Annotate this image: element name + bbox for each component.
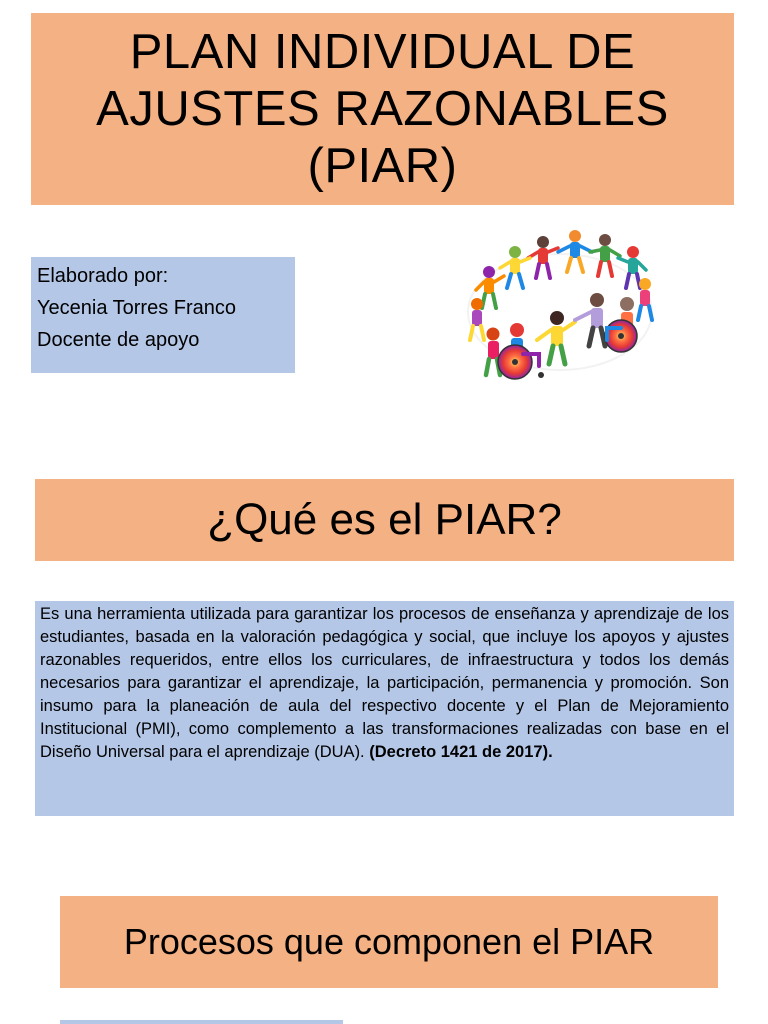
question-banner bbox=[35, 479, 734, 561]
title-line-1: PLAN INDIVIDUAL DE bbox=[129, 24, 636, 79]
author-label: Elaborado por: bbox=[37, 265, 169, 287]
author-name: Yecenia Torres Franco bbox=[37, 297, 237, 319]
title-line-3: (PIAR) bbox=[307, 138, 458, 193]
child-figure bbox=[537, 311, 575, 364]
wheelchair-child-figure bbox=[605, 297, 637, 352]
child-figure bbox=[558, 230, 592, 272]
definition-card bbox=[35, 601, 734, 816]
processes-banner bbox=[60, 896, 718, 988]
child-figure bbox=[528, 236, 558, 278]
child-figure bbox=[575, 293, 605, 346]
page-title bbox=[96, 24, 669, 195]
inclusive-circle-of-children-icon bbox=[455, 222, 665, 392]
child-figure bbox=[486, 328, 500, 376]
child-figure bbox=[590, 234, 620, 276]
title-banner bbox=[31, 13, 734, 205]
definition-paragraph bbox=[40, 603, 729, 764]
question-heading: ¿Qué es el PIAR? bbox=[207, 495, 562, 544]
title-line-2: AJUSTES RAZONABLES bbox=[96, 81, 669, 136]
child-figure bbox=[470, 298, 484, 340]
author-card bbox=[31, 257, 295, 373]
child-figure bbox=[500, 246, 530, 288]
next-card-edge bbox=[60, 1020, 343, 1024]
processes-heading: Procesos que componen el PIAR bbox=[123, 921, 655, 962]
author-role: Docente de apoyo bbox=[37, 329, 200, 351]
wheelchair-child-figure bbox=[498, 323, 544, 379]
child-figure bbox=[638, 278, 652, 320]
decree-citation: (Decreto 1421 de 2017). bbox=[369, 743, 553, 761]
definition-text: Es una herramienta utilizada para garantizar los procesos de enseñanza y aprendizaje de los estudiantes, basada en la valoración pedagógica y social, que incluye los apoyos y ajustes razonables requeridos, entre ellos los curriculares, de infraestructura y todos los demás necesarios para garantizar el aprendizaje, la participación, permanencia y promoción. Son insumo para la planeación de aula del respectivo docente y el Plan de Mejoramiento Institucional (PMI), como complemento a las transformaciones realizadas con base en el Diseño Universal para el aprendizaje (DUA). bbox=[40, 605, 729, 761]
